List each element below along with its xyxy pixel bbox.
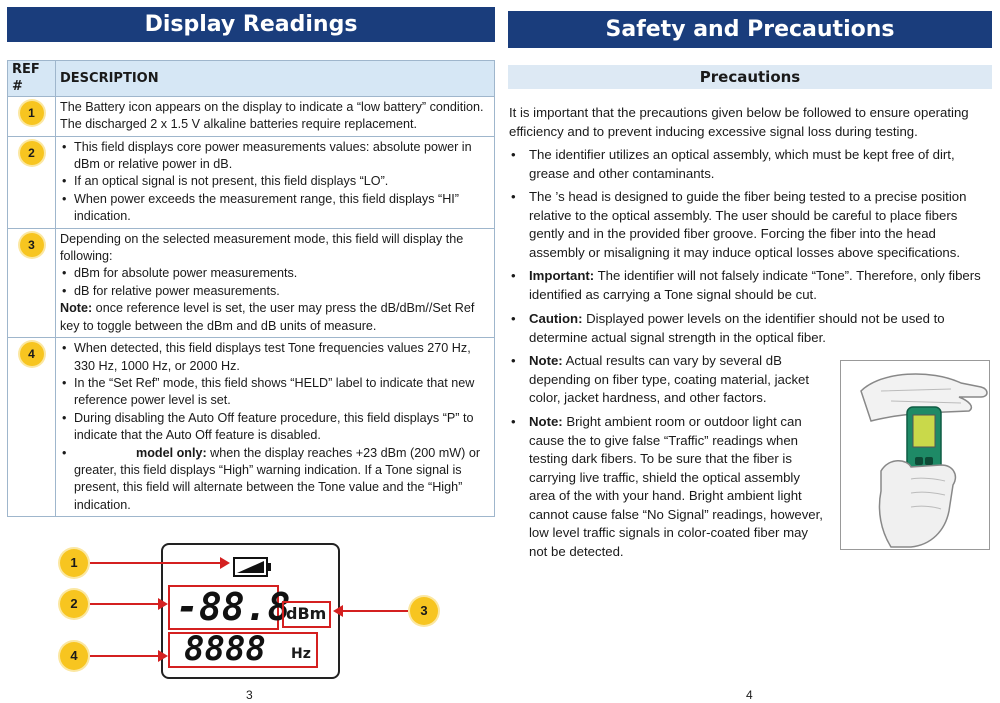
list-item: • dB for relative power measurements.	[60, 283, 490, 300]
bullet-text: Actual results can vary by several dB depending on fiber type, coating material, jacket color, jacket hardness, and other factors.	[529, 353, 810, 405]
note-text: once reference level is set, the user may press the dB/dBm//Set Ref key to toggle between the dBm and dB units of measure.	[60, 301, 475, 333]
display-readings-title: Display Readings	[7, 7, 495, 42]
frequency-readout: 8888	[184, 629, 266, 669]
reference-table	[7, 60, 495, 517]
safety-title: Safety and Precautions	[508, 11, 992, 48]
callout-3-arrow	[333, 605, 343, 617]
bullet-text: The ’s head is designed to guide the fiber being tested to a precise position relative to the optical assembly. The user should be careful to place fibers gently and in the provided fiber groove. Forcing the fiber into the head assembly or misaligning it may induce optical losses above specifications.	[529, 189, 967, 260]
row-3-note	[60, 300, 490, 335]
list-item: • If an optical signal is not present, this field displays “LO”.	[60, 173, 490, 190]
bullet-text: The identifier utilizes an optical assembly, which must be kept free of dirt, grease and other contaminants.	[529, 147, 955, 181]
battery-icon	[233, 556, 273, 578]
list-item: • Important: The identifier will not falsely indicate “Tone”. Therefore, only fibers identified as carrying a Tone signal should be cut.	[511, 268, 981, 302]
ref-header: REF #	[8, 61, 56, 97]
caution-label: Caution:	[529, 311, 583, 326]
list-item: • Caution: Displayed power levels on the identifier should not be used to determine actual signal strength in the optical fiber.	[511, 311, 945, 345]
callout-3: 3	[410, 597, 438, 625]
frequency-unit: Hz	[291, 646, 311, 662]
ref-badge-3: 3	[20, 233, 44, 257]
model-only-text: when the display reaches +23 dBm (200 mW) or greater, this field displays “High” warning indication. If a Tone signal is present, this field will alternate between the Tone value and the “High” indication.	[74, 445, 481, 512]
list-item: • The identifier utilizes an optical assembly, which must be kept free of dirt, grease and other contaminants.	[509, 146, 993, 184]
list-item: • Note: Bright ambient room or outdoor light can cause the to give false “Traffic” readings when testing dark fibers. To be sure that the fiber is carrying live traffic, shield the optical assembly area of the with your hand. Bright ambient light cannot cause false “No Signal” readings, however, low level traffic signals in color-coated fiber may not be detected.	[511, 414, 823, 559]
list-item: • This field displays core power measurements values: absolute power in dBm or relative power in dB.	[60, 139, 490, 174]
precautions-intro: It is important that the precautions given below be followed to ensure operating efficiency and to prevent inducing excessive signal loss during testing.	[509, 105, 969, 139]
callout-2-line	[90, 603, 158, 605]
bullet-text: Displayed power levels on the identifier should not be used to determine actual signal strength in the optical fiber.	[529, 311, 945, 345]
ref-badge-2: 2	[20, 141, 44, 165]
page-number-right: 4	[746, 688, 753, 702]
callout-4: 4	[60, 642, 88, 670]
unit-label: dBm	[286, 604, 327, 623]
callout-2: 2	[60, 590, 88, 618]
list-item	[60, 445, 490, 515]
table-row	[8, 228, 495, 337]
ref-badge-1: 1	[20, 101, 44, 125]
note-label: Note:	[60, 301, 93, 316]
list-item: • During disabling the Auto Off feature procedure, this field displays “P” to indicate that the Auto Off feature is disabled.	[60, 410, 490, 445]
row-3-intro: Depending on the selected measurement mode, this field will display the following:	[60, 231, 464, 264]
note-label: Note:	[529, 414, 563, 429]
precautions-subtitle: Precautions	[508, 65, 992, 89]
page-number-left: 3	[246, 688, 253, 702]
callout-4-line	[90, 655, 158, 657]
list-item: • When power exceeds the measurement range, this field displays “HI” indication.	[60, 191, 490, 226]
table-row	[8, 136, 495, 228]
power-readout: -88.8	[176, 585, 291, 629]
model-only-label: model only:	[136, 445, 207, 460]
description-header: DESCRIPTION	[56, 61, 495, 97]
bullet-text: The identifier will not falsely indicate “Tone”. Therefore, only fibers identified as carrying a Tone signal should be cut.	[529, 268, 981, 302]
ref-badge-4: 4	[20, 342, 44, 366]
list-item: • The ’s head is designed to guide the fiber being tested to a precise position relative to the optical assembly. The user should be careful to place fibers gently and in the provided fiber groove. Forcing the fiber into the head assembly or misaligning it may induce optical losses above specifications.	[509, 188, 993, 263]
hand-shield-photo	[840, 360, 990, 550]
callout-1-line	[90, 562, 220, 564]
callout-3-line	[343, 610, 408, 612]
list-item: • dBm for absolute power measurements.	[60, 265, 490, 282]
list-item: • In the “Set Ref” mode, this field shows “HELD” label to indicate that new reference power level is set.	[60, 375, 490, 410]
bullet-text: Bright ambient room or outdoor light can cause the to give false “Traffic” readings when testing dark fibers. To be sure that the fiber is carrying live traffic, shield the optical assembly area of the with your hand. Bright ambient light cannot cause false “No Signal” readings, however, low level traffic signals in color-coated fiber may not be detected.	[529, 414, 823, 559]
callout-4-arrow	[158, 650, 168, 662]
row-1-description: The Battery icon appears on the display to indicate a “low battery” condition. The discharged 2 x 1.5 V alkaline batteries require replacement.	[60, 99, 484, 132]
callout-2-arrow	[158, 598, 168, 610]
important-label: Important:	[529, 268, 595, 283]
note-label: Note:	[529, 353, 563, 368]
table-row	[8, 96, 495, 136]
list-item: • Note: Actual results can vary by several dB depending on fiber type, coating material, jacket color, jacket hardness, and other factors.	[511, 353, 810, 405]
table-row	[8, 338, 495, 517]
callout-1: 1	[60, 549, 88, 577]
hand-shield-illustration	[841, 361, 990, 550]
callout-1-arrow	[220, 557, 230, 569]
list-item: • When detected, this field displays test Tone frequencies values 270 Hz, 330 Hz, 1000 Hz, or 2000 Hz.	[60, 340, 490, 375]
